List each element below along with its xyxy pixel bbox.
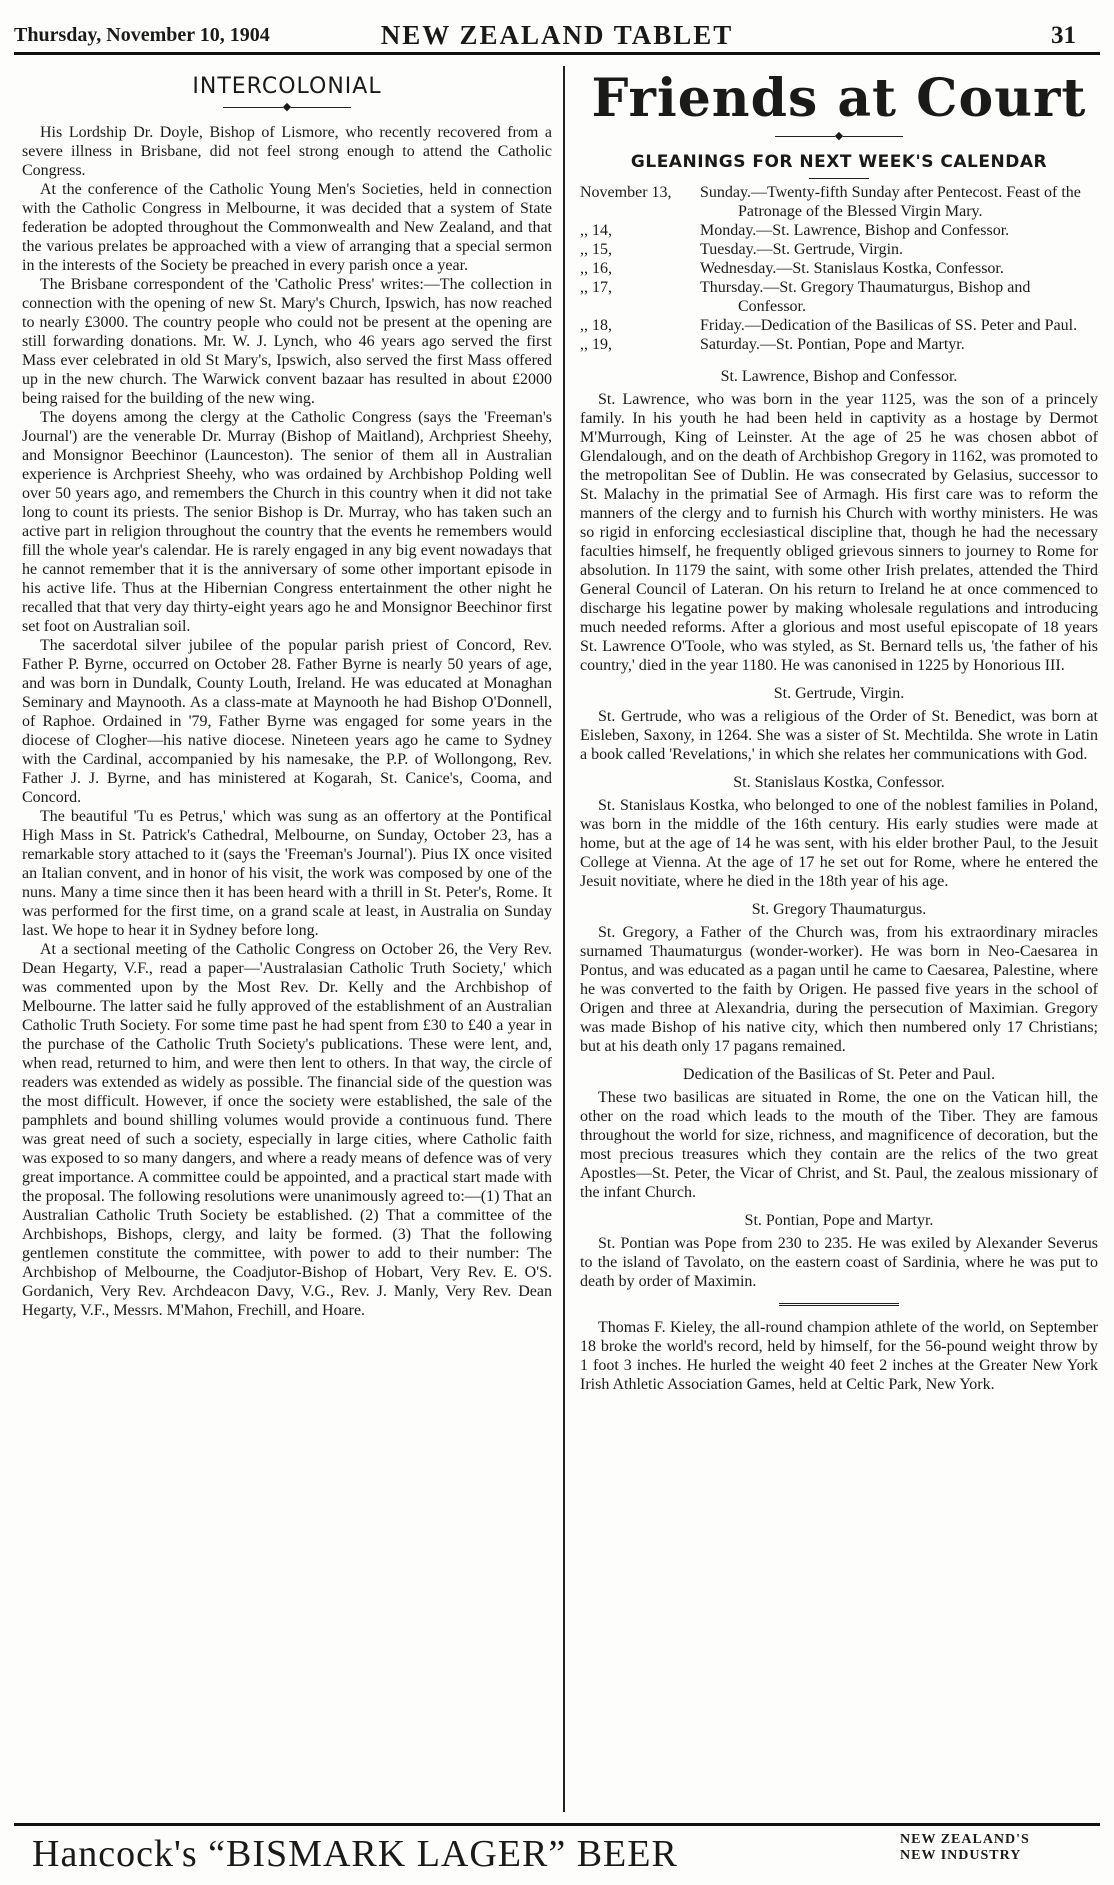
calendar-text: Sunday.—Twenty-fifth Sunday after Pentecost. Feast of the Patronage of the Blessed Virgin Mary. xyxy=(700,184,1081,220)
calendar-subtitle: GLEANINGS FOR NEXT WEEK'S CALENDAR xyxy=(630,152,1048,172)
article-paragraph: At a sectional meeting of the Catholic Congress on October 26, the Very Rev. Dean Hegarty, V.F., read a paper—'Australasian Catholic Truth Society,' which was commented upon by the Most Rev. Dr. Kelly and the Archbishop of Melbourne. The latter said he fully approved of the establishment of an Australian Catholic Truth Society. For some time past he had spent from £30 to £40 a year in the purchase of the Catholic Truth Society's publications. These were lent, and, when read, returned to him, and were then lent to others. In that way, the circle of readers was extended as widely as possible. The financial side of the question was the most difficult. However, if once the society were established, the sale of the pamphlets and bound shilling volumes would provide a continuous fund. There was great need of such a society, especially in large cities, where Catholic faith was exposed to so many dangers, and where a ready means of defence was of very great importance. A committee could be appointed, and a practical start made with the proposal. The following resolutions were unanimously agreed to:—(1) That an Australian Catholic Truth Society be established. (2) That a committee of the Archbishops, Bishops, clergy, and laity be formed. (3) That the following gentlemen constitute the committee, with power to add to their number: The Archbishop of Melbourne, the Coadjutor-Bishop of Hobart, Very Rev. E. O'S. Gordanich, Very Rev. Archdeacon Davy, V.G., Rev. J. Manly, Very Rev. Dean Hegarty, V.F., Messrs. M'Mahon, Frechill, and Hoare. xyxy=(22,941,552,1319)
calendar-text: Monday.—St. Lawrence, Bishop and Confessor. xyxy=(700,222,1010,239)
saint-heading: St. Pontian, Pope and Martyr. xyxy=(744,1212,934,1229)
issue-date: Thursday, November 10, 1904 xyxy=(14,24,270,46)
friends-at-court-column xyxy=(580,66,1098,1394)
article-paragraph: The doyens among the clergy at the Catholic Congress (says the 'Freeman's Journal') are the venerable Dr. Murray (Bishop of Maitland), Archpriest Sheehy, and Monsignor Beechinor (Launceston). The senior of them all in Australian experience is Archpriest Sheehy, who was ordained by Archbishop Polding well over 50 years ago, and remembers the Church in this country when it did not take long to count its priests. The senior Bishop is Dr. Murray, who has taken such an active part in religion throughout the country that the events he remembers would fill the whole year's calendar. He is rarely engaged in any big event nowadays that he cannot remember that it is the anniversary of some other important episode in his active life. Thus at the Hibernian Congress entertainment the other night he recalled that that very day thirty-eight years ago he and Monsignor Beechinor first set foot on Australian soil. xyxy=(22,409,552,635)
calendar-entry xyxy=(580,316,1098,335)
tagline-line: NEW ZEALAND'S xyxy=(900,1832,1030,1847)
saint-paragraph: St. Pontian was Pope from 230 to 235. He was exiled by Alexander Severus to the island of Tavolato, on the eastern coast of Sardinia, where he was put to death by order of Maximin. xyxy=(580,1235,1098,1290)
calendar-date: ,, 19, xyxy=(580,336,612,353)
masthead: NEW ZEALAND TABLET xyxy=(380,20,734,50)
saint-paragraph: St. Gregory, a Father of the Church was, from his extraordinary miracles surnamed Thaumaturgus (wonder-worker). He was born in Neo-Caesarea in Pontus, and was educated as a pagan until he came to Caesarea, Palestine, where he was converted to the faith by Origen. He passed five years in the school of Origen and three at Alexandria, during the persecution of Maximian. Gregory was made Bishop of his native city, which then numbered only 17 Christians; but at his death only 17 pagans remained. xyxy=(580,924,1098,1055)
calendar-entry xyxy=(580,183,1098,221)
calendar-text: Friday.—Dedication of the Basilicas of SS. Peter and Paul. xyxy=(700,317,1078,334)
separator-rule xyxy=(779,1303,899,1306)
saint-heading: Dedication of the Basilicas of St. Peter and Paul. xyxy=(683,1066,995,1083)
column-divider xyxy=(563,66,565,1812)
article-paragraph: The beautiful 'Tu es Petrus,' which was sung as an offertory at the Pontifical High Mass in St. Patrick's Cathedral, Melbourne, on Sunday, October 23, has a remarkable story attached to it (says the 'Freeman's Journal'). Pius IX once visited an Italian convent, and in honor of his visit, the work was composed by one of the nuns. Many a time since then it has been heard with a thrill in St. Peter's, Rome. It was performed for the first time, on a grand scale at least, in Australia on Sunday last. We hope to hear it in Sydney before long. xyxy=(22,808,552,939)
calendar-entry xyxy=(580,221,1098,240)
footer-rule xyxy=(14,1823,1100,1826)
article-paragraph: The sacerdotal silver jubilee of the popular parish priest of Concord, Rev. Father P. Byrne, occurred on October 28. Father Byrne is nearly 50 years of age, and was born in Dundalk, County Louth, Ireland. He was educated at Monaghan Seminary and Maynooth. As a class-mate at Maynooth he had Bishop O'Donnell, of Raphoe. Ordained in '79, Father Byrne was engaged for some years in the diocese of Clogher—his native diocese. Nineteen years ago he came to Sydney with the Cardinal, accompanied by his namesake, the P.P. of Wollongong, Rev. Father J. J. Byrne, and has ministered at Kogarah, St. Canice's, Cooma, and Concord. xyxy=(22,637,552,806)
calendar-date: ,, 17, xyxy=(580,279,612,296)
saint-heading: St. Gertrude, Virgin. xyxy=(773,685,905,702)
article-paragraph: At the conference of the Catholic Young Men's Societies, held in connection with the Catholic Congress in Melbourne, it was decided that a system of State federation be adopted throughout the Commonwealth and New Zealand, and that the various prelates be approached with a view of arranging that a special sermon in the interests of the Society be preached in every parish once a year. xyxy=(22,181,552,274)
calendar-entry xyxy=(580,278,1098,316)
column-title: Friends at Court xyxy=(591,68,1087,129)
beer-advertisement: Hancock's “BISMARK LAGER” BEER xyxy=(32,1833,678,1875)
calendar-text: Wednesday.—St. Stanislaus Kostka, Confessor. xyxy=(700,260,1004,277)
section-title: INTERCOLONIAL xyxy=(192,74,382,99)
page-number: 31 xyxy=(1051,22,1076,49)
calendar-list xyxy=(580,183,1098,354)
saint-heading: St. Lawrence, Bishop and Confessor. xyxy=(720,368,958,385)
calendar-text: Saturday.—St. Pontian, Pope and Martyr. xyxy=(700,336,965,353)
calendar-text: Thursday.—St. Gregory Thaumaturgus, Bishop and Confessor. xyxy=(700,279,1031,315)
saint-heading: St. Gregory Thaumaturgus. xyxy=(751,901,927,918)
calendar-date: ,, 16, xyxy=(580,260,612,277)
calendar-date: ,, 14, xyxy=(580,222,612,239)
calendar-date: November 13, xyxy=(580,184,672,201)
saint-heading: St. Stanislaus Kostka, Confessor. xyxy=(733,774,945,791)
saint-paragraph: These two basilicas are situated in Rome, the one on the Vatican hill, the other on the road which leads to the mouth of the Tiber. They are famous throughout the world for size, richness, and magnificence of decoration, but the most precious treasures which they contain are the relics of the two great Apostles—St. Peter, the Vicar of Christ, and St. Paul, the zealous missionary of the infant Church. xyxy=(580,1089,1098,1201)
diamond-ornament: ◆ xyxy=(22,101,552,113)
calendar-date: ,, 15, xyxy=(580,241,612,258)
calendar-date: ,, 18, xyxy=(580,317,612,334)
tagline-line: NEW INDUSTRY xyxy=(900,1848,1022,1863)
saint-paragraph: St. Stanislaus Kostka, who belonged to one of the noblest families in Poland, was born in the middle of the 16th century. His early studies were made at home, but at the age of 14 he was sent, with his elder brother Paul, to the Jesuit College at Vienna. At the age of 17 he set out for Rome, where he entered the Jesuit novitiate, where he died in the 18th year of his age. xyxy=(580,797,1098,890)
diamond-ornament: ◆ xyxy=(580,130,1098,142)
short-rule xyxy=(809,178,869,179)
calendar-text: Tuesday.—St. Gertrude, Virgin. xyxy=(700,241,904,258)
article-paragraph: The Brisbane correspondent of the 'Catholic Press' writes:—The collection in connection with the opening of new St. Mary's Church, Ipswich, has now reached to nearly £3000. The country people who could not be present at the opening are still forwarding donations. Mr. W. J. Lynch, who 46 years ago served the first Mass ever celebrated in old St Mary's, Ipswich, also served the first Mass offered up in the new church. The Warwick convent bazaar has resulted in about £2000 being raised for the building of the new wing. xyxy=(22,276,552,407)
page-header xyxy=(14,18,1100,55)
saint-paragraph: St. Lawrence, who was born in the year 1125, was the son of a princely family. In his youth he had been held in captivity as a hostage by Dermot M'Murrough, King of Leinster. At the age of 25 he was chosen abbot of Glendalough, and on the death of Archbishop Gregory in 1162, was promoted to the metropolitan See of Dublin. He was consecrated by Gelasius, successor to St. Malachy in the primatial See of Armagh. His first care was to reform the manners of the clergy and to furnish his Church with worthy ministers. He was so rigid in enforcing ecclesiastical discipline that, though he had the necessary faculties himself, he frequently obliged grievous sinners to journey to Rome for absolution. In 1179 the saint, with some other Irish prelates, attended the Third General Council of Lateran. On his return to Ireland he at once commenced to discharge his legatine power by making wholesale regulations and introducing much needed reforms. After a glorious and most useful episcopate of 18 years St. Lawrence O'Toole, who was styled, as St. Bernard tells us, 'the father of his country,' died in the year 1180. He was canonised in 1225 by Honorious III. xyxy=(580,391,1098,674)
calendar-entry xyxy=(580,259,1098,278)
calendar-entry xyxy=(580,335,1098,354)
article-paragraph: His Lordship Dr. Doyle, Bishop of Lismore, who recently recovered from a severe illness in Brisbane, did not feel strong enough to attend the Catholic Congress. xyxy=(22,124,552,179)
saint-paragraph: St. Gertrude, who was a religious of the Order of St. Benedict, was born at Eisleben, Saxony, in 1264. She was a sister of St. Mechtilda. She wrote in Latin a book called 'Revelations,' in which she relates her communications with God. xyxy=(580,708,1098,763)
advertisement-tagline xyxy=(900,1832,1030,1864)
calendar-entry xyxy=(580,240,1098,259)
intercolonial-column xyxy=(22,66,552,1320)
closing-paragraph: Thomas F. Kieley, the all-round champion athlete of the world, on September 18 broke the world's record, held by himself, for the 56-pound weight throw by 1 foot 3 inches. He hurled the weight 40 feet 2 inches at the Greater New York Irish Athletic Association Games, held at Celtic Park, New York. xyxy=(580,1319,1098,1393)
